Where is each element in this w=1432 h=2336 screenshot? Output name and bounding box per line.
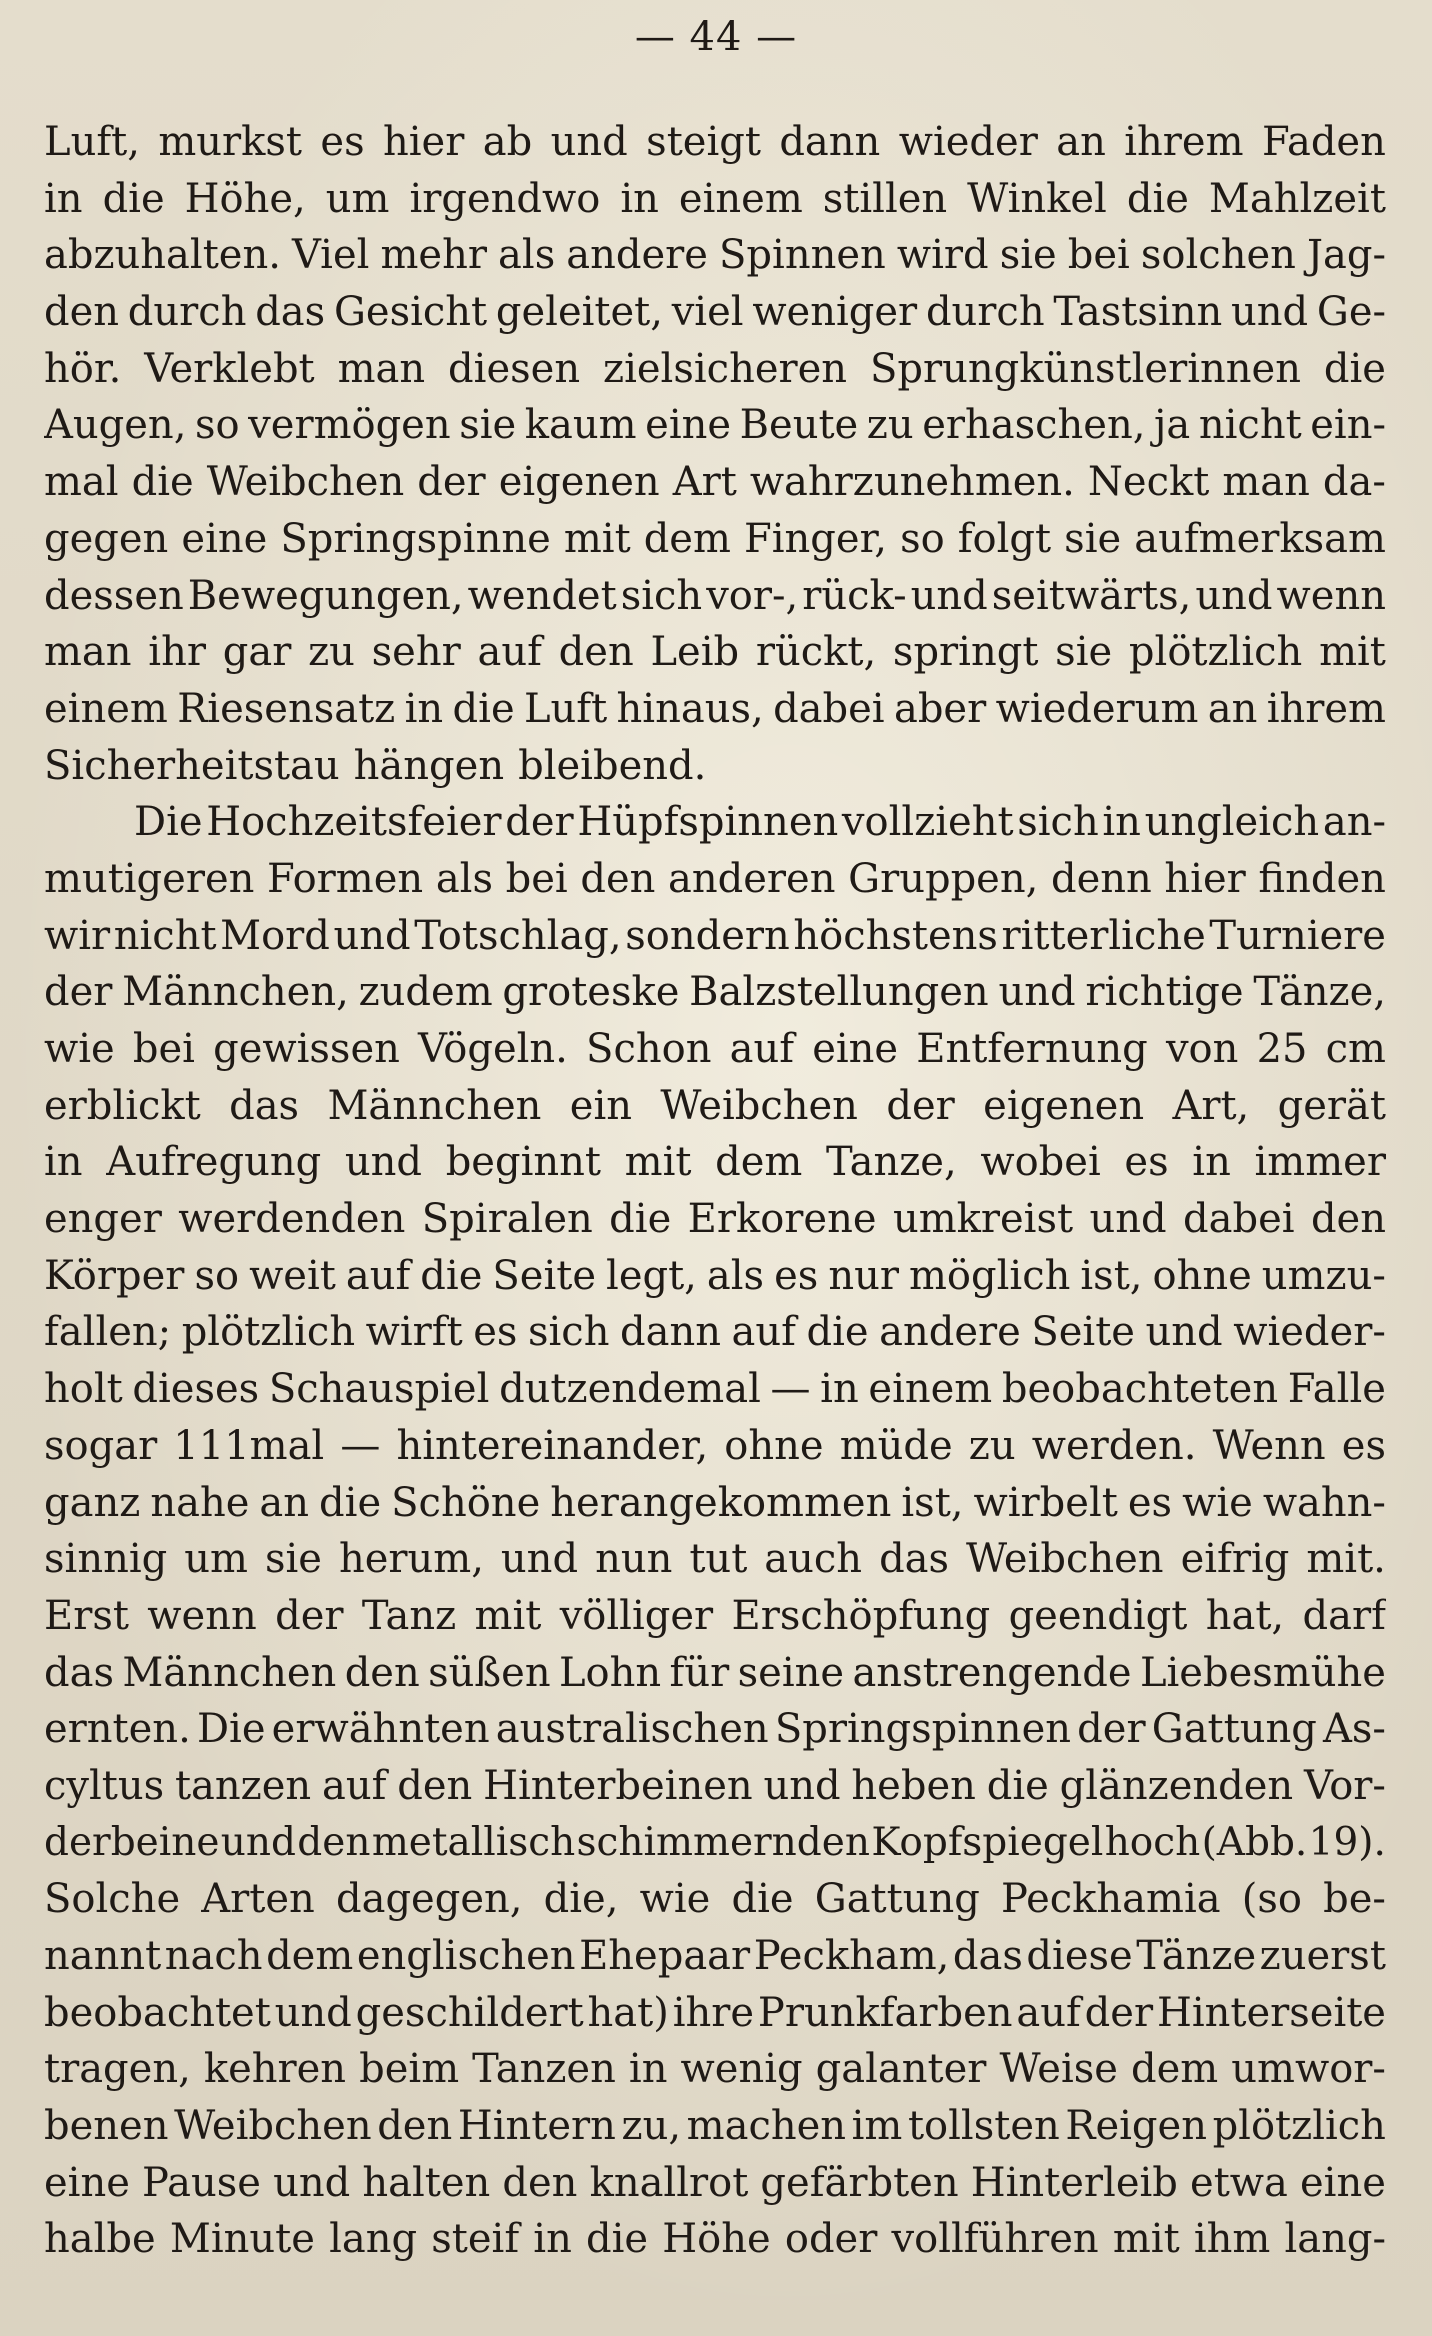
text-line: cyltus tanzen auf den Hinterbeinen und heben die glänzenden Vor-: [44, 1762, 1386, 1809]
text-line: halbe Minute lang steif in die Höhe oder vollführen mit ihm lang-: [44, 2216, 1386, 2263]
text-line: man ihr gar zu sehr auf den Leib rückt, springt sie plötzlich mit: [44, 629, 1386, 676]
text-line: Körper so weit auf die Seite legt, als es nur möglich ist, ohne umzu-: [44, 1252, 1386, 1299]
text-line: fallen; plötzlich wirft es sich dann auf die andere Seite und wieder-: [44, 1309, 1386, 1356]
text-line: in die Höhe, um irgendwo in einem stillen Winkel die Mahlzeit: [44, 175, 1386, 222]
text-line: wir nicht Mord und Totschlag, sondern höchstens ritterliche Turniere: [44, 912, 1386, 959]
text-line: tragen, kehren beim Tanzen in wenig galanter Weise dem umwor-: [44, 2046, 1386, 2093]
text-line: abzuhalten. Viel mehr als andere Spinnen wird sie bei solchen Jag-: [44, 232, 1386, 279]
text-line: derbeine und den metallisch schimmernden Kopfspiegel hoch (Abb. 19).: [44, 1819, 1386, 1865]
page-number: — 44 —: [634, 14, 798, 60]
text-line: gegen eine Springspinne mit dem Finger, so folgt sie aufmerksam: [44, 515, 1386, 562]
text-line: ganz nahe an die Schöne herangekommen ist, wirbelt es wie wahn-: [44, 1479, 1386, 1526]
text-line: Sicherheitstau hängen bleibend.: [44, 742, 707, 789]
text-line: wie bei gewissen Vögeln. Schon auf eine Entfernung von 25 cm: [44, 1026, 1386, 1072]
text-line: mal die Weibchen der eigenen Art wahrzunehmen. Neckt man da-: [44, 459, 1386, 506]
text-line: mutigeren Formen als bei den anderen Gruppen, denn hier finden: [44, 855, 1386, 902]
text-line: Augen, so vermögen sie kaum eine Beute zu erhaschen, ja nicht ein-: [44, 402, 1386, 449]
text-line: Luft, murkst es hier ab und steigt dann wieder an ihrem Faden: [44, 119, 1386, 165]
text-line: hör. Verklebt man diesen zielsicheren Sprungkünstlerinnen die: [44, 345, 1386, 392]
text-line: der Männchen, zudem groteske Balzstellungen und richtige Tänze,: [44, 969, 1386, 1016]
text-line: sogar 111mal — hintereinander, ohne müde zu werden. Wenn es: [44, 1422, 1386, 1469]
text-line: Solche Arten dagegen, die, wie die Gattung Peckhamia (so be-: [44, 1876, 1386, 1923]
body-text: [44, 114, 1386, 2268]
text-line: benen Weibchen den Hintern zu, machen im tollsten Reigen plötzlich: [44, 2103, 1386, 2150]
text-line: Erst wenn der Tanz mit völliger Erschöpfung geendigt hat, darf: [44, 1592, 1386, 1639]
text-line: ernten. Die erwähnten australischen Springspinnen der Gattung As-: [44, 1706, 1386, 1753]
text-line: eine Pause und halten den knallrot gefärbten Hinterleib etwa eine: [44, 2159, 1386, 2206]
text-line: beobachtet und geschildert hat) ihre Prunkfarben auf der Hinterseite: [44, 1989, 1386, 2036]
text-line: den durch das Gesicht geleitet, viel weniger durch Tastsinn und Ge-: [44, 289, 1386, 336]
text-line: nannt nach dem englischen Ehepaar Peckham, das diese Tänze zuerst: [44, 1933, 1386, 1979]
text-line: in Aufregung und beginnt mit dem Tanze, wobei es in immer: [44, 1139, 1386, 1186]
text-line: das Männchen den süßen Lohn für seine anstrengende Liebesmühe: [44, 1649, 1386, 1696]
text-line: dessen Bewegungen, wendet sich vor-, rück- und seitwärts, und wenn: [44, 572, 1386, 619]
text-line: sinnig um sie herum, und nun tut auch das Weibchen eifrig mit.: [44, 1536, 1386, 1583]
text-line: holt dieses Schauspiel dutzendemal — in einem beobachteten Falle: [44, 1366, 1386, 1413]
text-line: enger werdenden Spiralen die Erkorene umkreist und dabei den: [44, 1196, 1386, 1243]
text-line: einem Riesensatz in die Luft hinaus, dabei aber wiederum an ihrem: [44, 685, 1386, 732]
text-line: Die Hochzeitsfeier der Hüpfspinnen vollzieht sich in ungleich an-: [134, 799, 1386, 846]
text-line: erblickt das Männchen ein Weibchen der eigenen Art, gerät: [44, 1082, 1386, 1129]
